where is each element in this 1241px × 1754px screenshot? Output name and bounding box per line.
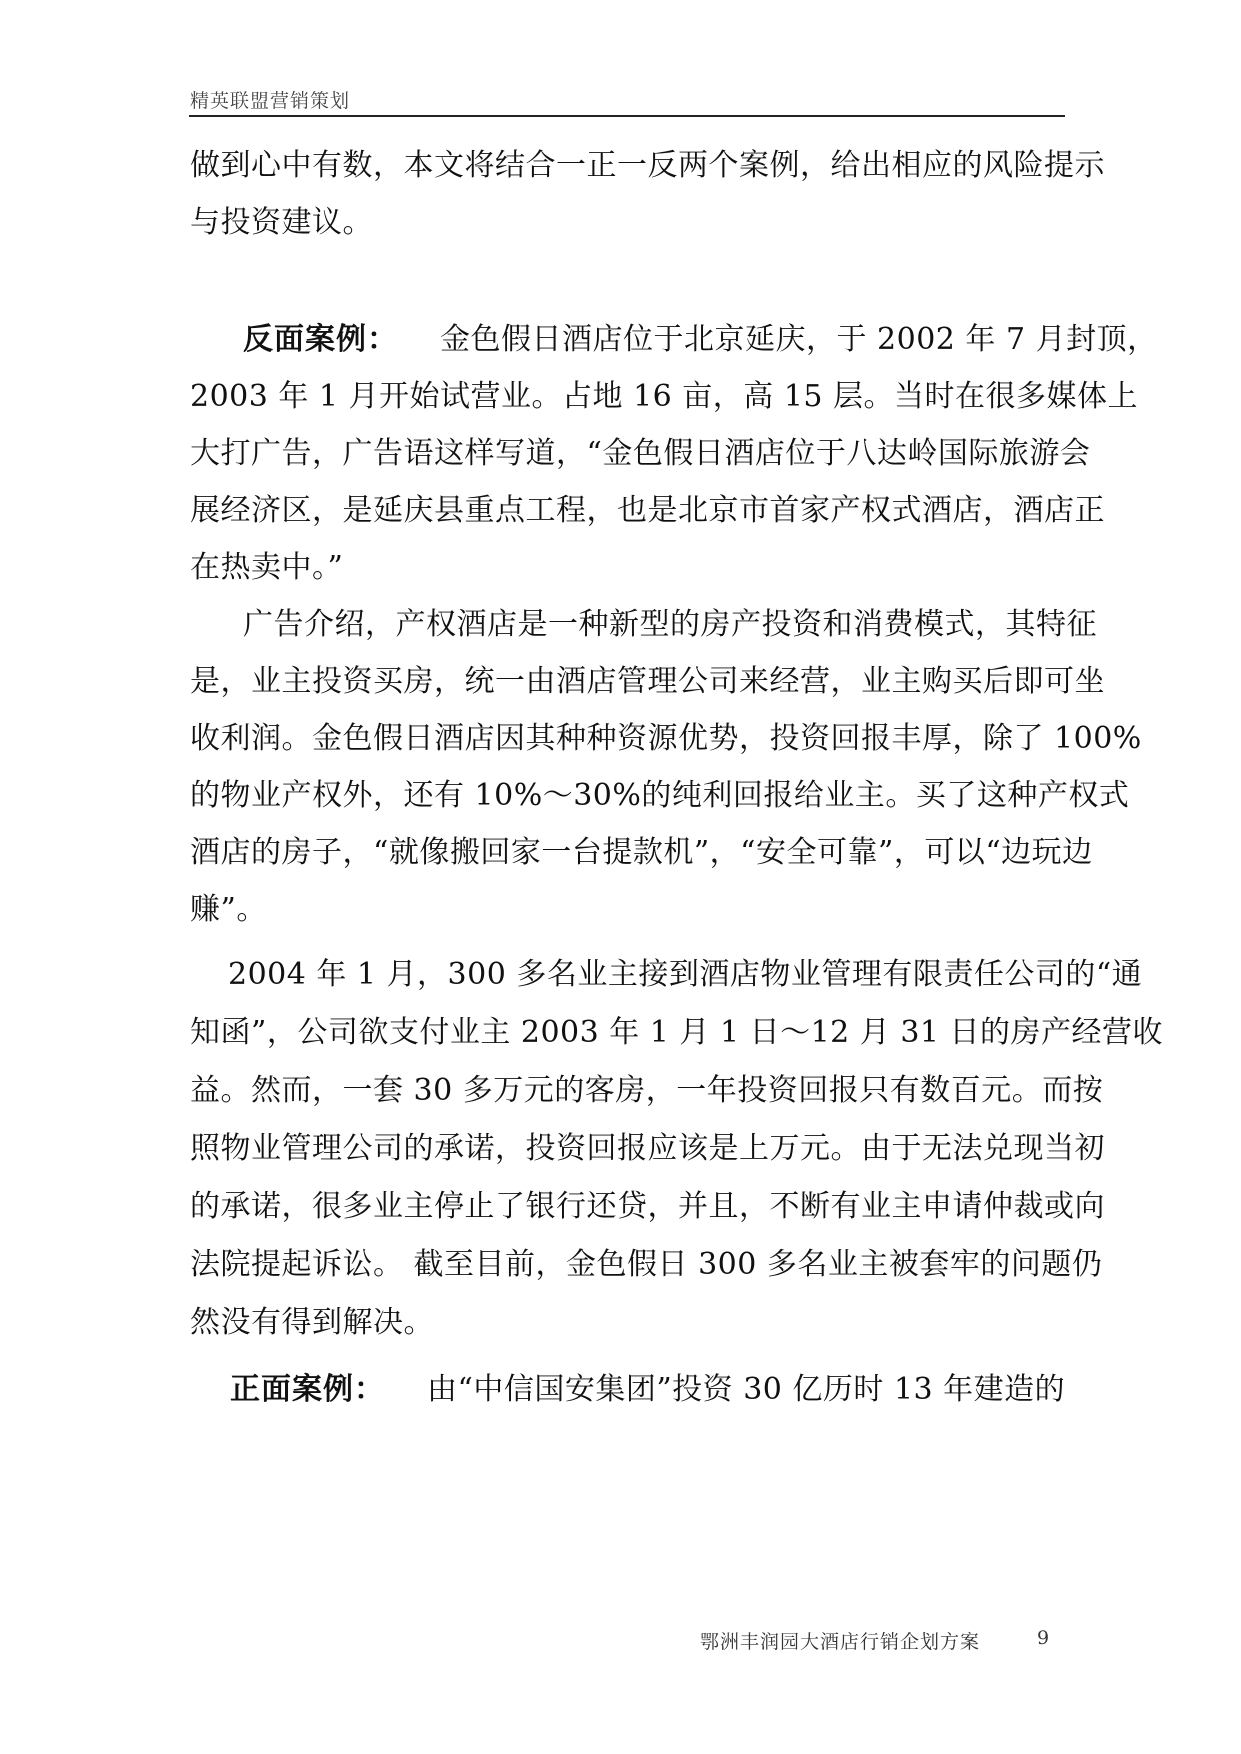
body-line: 是，业主投资买房，统一由酒店管理公司来经营，业主购买后即可坐: [190, 664, 1105, 699]
body-line: 与投资建议。: [190, 205, 373, 240]
footer-title: 鄂洲丰润园大酒店行销企划方案: [700, 1631, 981, 1653]
page-number: 9: [1037, 1627, 1050, 1649]
header-title: 精英联盟营销策划: [190, 90, 351, 112]
negative-case-paragraph: [243, 320, 1158, 360]
body-line: 收利润。金色假日酒店因其种种资源优势，投资回报丰厚，除了 100%: [190, 721, 1142, 756]
positive-case-paragraph: [230, 1370, 1065, 1410]
positive-case-label: 正面案例：: [230, 1372, 385, 1407]
body-line: 酒店的房子，“就像搬回家一台提款机”，“安全可靠”，可以“边玩边: [190, 835, 1093, 870]
body-line: 的物业产权外，还有 10%～30%的纯利回报给业主。买了这种产权式: [190, 778, 1130, 813]
body-line: 赚”。: [190, 892, 267, 927]
negative-case-text: 金色假日酒店位于北京延庆，于 2002 年 7 月封顶，: [440, 322, 1158, 357]
negative-case-label: 反面案例：: [243, 322, 398, 357]
body-line: 在热卖中。”: [190, 550, 344, 585]
body-line: 做到心中有数，本文将结合一正一反两个案例，给出相应的风险提示: [190, 148, 1105, 183]
body-line: 展经济区，是延庆县重点工程，也是北京市首家产权式酒店，酒店正: [190, 493, 1105, 528]
header-divider: [189, 115, 1065, 117]
body-line: 法院提起诉讼。 截至目前，金色假日 300 多名业主被套牢的问题仍: [190, 1247, 1103, 1282]
body-line: 大打广告，广告语这样写道，“金色假日酒店位于八达岭国际旅游会: [190, 436, 1091, 471]
body-line: 2003 年 1 月开始试营业。占地 16 亩，高 15 层。当时在很多媒体上: [190, 379, 1139, 414]
body-line: 2004 年 1 月，300 多名业主接到酒店物业管理有限责任公司的“通: [228, 957, 1143, 992]
body-line: 广告介绍，产权酒店是一种新型的房产投资和消费模式，其特征: [243, 607, 1097, 642]
body-line: 的承诺，很多业主停止了银行还贷，并且，不断有业主申请仲裁或向: [190, 1189, 1105, 1224]
body-line: 知函”，公司欲支付业主 2003 年 1 月 1 日～12 月 31 日的房产经营收: [190, 1015, 1164, 1050]
body-line: 益。然而，一套 30 多万元的客房，一年投资回报只有数百元。而按: [190, 1073, 1104, 1108]
body-line: 照物业管理公司的承诺，投资回报应该是上万元。由于无法兑现当初: [190, 1131, 1105, 1166]
positive-case-text: 由“中信国安集团”投资 30 亿历时 13 年建造的: [427, 1372, 1066, 1407]
body-line: 然没有得到解决。: [190, 1305, 434, 1340]
